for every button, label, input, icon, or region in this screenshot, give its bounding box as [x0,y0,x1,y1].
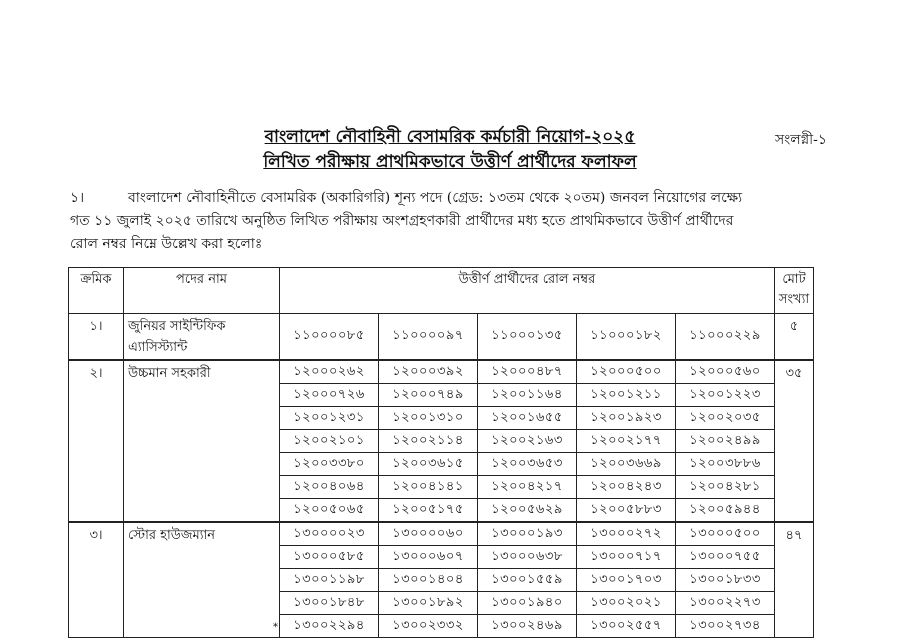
roll-number-cell: ১৩০০১১৯৮ [280,569,379,592]
roll-number-cell: ১৩০০২৫৫৭ [577,615,676,638]
roll-number-cell: ১২০০০৭২৬ [280,384,379,407]
roll-number-cell: ১২০০৩৩৮০ [280,453,379,476]
roll-number-cell: ১২০০১৯২৩ [577,407,676,430]
roll-number-cell: ১৩০০০৬০৭ [379,546,478,569]
header-rolls: উত্তীর্ণ প্রার্থীদের রোল নম্বর [280,268,775,314]
results-table [68,267,814,638]
roll-number-cell: ১২০০৩৬১৫ [379,453,478,476]
roll-number-cell: ১৩০০২০২১ [577,592,676,615]
roll-number-cell: ১২০০২১০১ [280,430,379,453]
roll-number-cell: ১২০০২১৭৭ [577,430,676,453]
roll-number-cell: ১২০০৫০৬৫ [280,499,379,523]
intro-line-1 [70,187,830,210]
total-cell: ৪৭ [775,522,814,638]
total-cell: ৩৫ [775,360,814,522]
roll-number-cell: ১৩০০২৪৬৯ [478,615,577,638]
total-cell: ৫ [775,314,814,361]
roll-number-cell: ১২০০৫১৭৫ [379,499,478,523]
roll-number-cell: ১৩০০১৮৩৩ [676,569,775,592]
roll-number-cell: ১৩০০০৭৫৫ [676,546,775,569]
roll-number-cell: ১২০০৩৮৮৬ [676,453,775,476]
roll-number-cell: ১৩০০০০৬০ [379,522,478,546]
roll-number-cell: ১২০০৩৬৫৩ [478,453,577,476]
roll-number-cell: ১২০০৪২৮১ [676,476,775,499]
roll-number-cell: ১২০০২১৬৩ [478,430,577,453]
roll-number-cell: ১৩০০০০২৩ [280,522,379,546]
roll-number-cell: ১২০০০৭৪৯ [379,384,478,407]
table-row [69,360,814,384]
serial-cell: ২। [69,360,124,522]
roll-number-cell: ১৩০০২২৭৩ [676,592,775,615]
roll-number-cell: ১৩০০২৩৩২ [379,615,478,638]
roll-number-cell: ১২০০০৪৮৭ [478,360,577,384]
roll-number-cell: ১১০০০১৮২ [577,314,676,361]
roll-number-cell: ১২০০২০৩৫ [676,407,775,430]
table-row [69,522,814,546]
document-title: বাংলাদেশ নৌবাহিনী বেসামরিক কর্মচারী নিয়োগ-২০২৫ [264,127,636,147]
roll-number-cell: ১৩০০০১৯৩ [478,522,577,546]
roll-number-cell: ১৩০০১৪০৪ [379,569,478,592]
roll-number-cell: ১২০০২১১৪ [379,430,478,453]
header-post: পদের নাম [124,268,280,314]
annex-label: সংলগ্নী-১ [775,132,827,148]
table-header-row [69,268,814,314]
serial-cell: ৩। [69,522,124,638]
paragraph-number: ১। [70,190,85,206]
roll-number-cell: ১২০০৪০৬৪ [280,476,379,499]
roll-number-cell: ১১০০০০৮৫ [280,314,379,361]
header-serial: ক্রমিক [69,268,124,314]
roll-number-cell: ১৩০০০৫৮৫ [280,546,379,569]
roll-number-cell: ১২০০০২৬২ [280,360,379,384]
roll-number-cell: ১৩০০২২৯৪ [280,615,379,638]
header-total: মোট সংখ্যা [775,268,814,314]
roll-number-cell: ১২০০২৪৯৯ [676,430,775,453]
roll-number-cell: ১৩০০১৯৪০ [478,592,577,615]
roll-number-cell: ১২০০০৩৯২ [379,360,478,384]
roll-number-cell: ১৩০০২৭৩৪ [676,615,775,638]
roll-number-cell: ১২০০১৬৫৫ [478,407,577,430]
roll-number-cell: ১৩০০০৬৩৮ [478,546,577,569]
roll-number-cell: ১১০০০০৯৭ [379,314,478,361]
serial-cell: ১। [69,314,124,361]
roll-number-cell: ১৩০০০৭১৭ [577,546,676,569]
roll-number-cell: ১১০০০১৩৫ [478,314,577,361]
post-name-cell: উচ্চমান সহকারী [124,360,280,522]
roll-number-cell: ১২০০১৩১০ [379,407,478,430]
roll-number-cell: ১২০০১২৩১ [280,407,379,430]
roll-number-cell: ১২০০১২১১ [577,384,676,407]
roll-number-cell: ১১০০০২২৯ [676,314,775,361]
roll-number-cell: ১৩০০১৭০৩ [577,569,676,592]
post-name-cell: জুনিয়র সাইন্টিফিক এ্যাসিস্ট্যান্ট [124,314,280,361]
roll-number-cell: ১৩০০০২৭২ [577,522,676,546]
roll-number-cell: ১২০০১১৬৪ [478,384,577,407]
roll-number-cell: ১২০০১২২৩ [676,384,775,407]
intro-line-3: রোল নম্বর নিম্নে উল্লেখ করা হলোঃ [70,236,263,252]
roll-number-cell: ১৩০০১৫৫৯ [478,569,577,592]
table-body [69,314,814,638]
roll-number-cell: ১২০০৪২৪৩ [577,476,676,499]
roll-number-cell: ১২০০০৫৬০ [676,360,775,384]
post-name-cell: স্টোর হাউজম্যান [124,522,280,638]
roll-number-cell: ১৩০০১৮৯২ [379,592,478,615]
roll-number-cell: ১২০০৩৬৬৯ [577,453,676,476]
roll-number-cell: ১২০০৫৮৮৩ [577,499,676,523]
roll-number-cell: ১৩০০১৮৪৮ [280,592,379,615]
roll-number-cell: ১২০০৪১৪১ [379,476,478,499]
table-row [69,314,814,361]
roll-number-cell: ১২০০০৫০০ [577,360,676,384]
roll-number-cell: ১৩০০০৫০০ [676,522,775,546]
roll-number-cell: ১২০০৫৯৪৪ [676,499,775,523]
intro-text-1: বাংলাদেশ নৌবাহিনীতে বেসামরিক (অকারিগরি) শূন্য পদে (গ্রেড: ১৩তম থেকে ২০তম) জনবল নিয়োগের লক্ষ্যে [128,190,743,206]
document-subtitle: লিখিত পরীক্ষায় প্রাথমিকভাবে উত্তীর্ণ প্রার্থীদের ফলাফল [263,152,637,172]
intro-line-2: গত ১১ জুলাই ২০২৫ তারিখে অনুষ্ঠিত লিখিত পরীক্ষায় অংশগ্রহণকারী প্রার্থীদের মধ্য হতে প্রাথমিকভাবে উত্তীর্ণ প্রার্থীদের [70,213,734,229]
margin-mark: * [273,622,278,633]
roll-number-cell: ১২০০৫৬২৯ [478,499,577,523]
roll-number-cell: ১২০০৪২১৭ [478,476,577,499]
